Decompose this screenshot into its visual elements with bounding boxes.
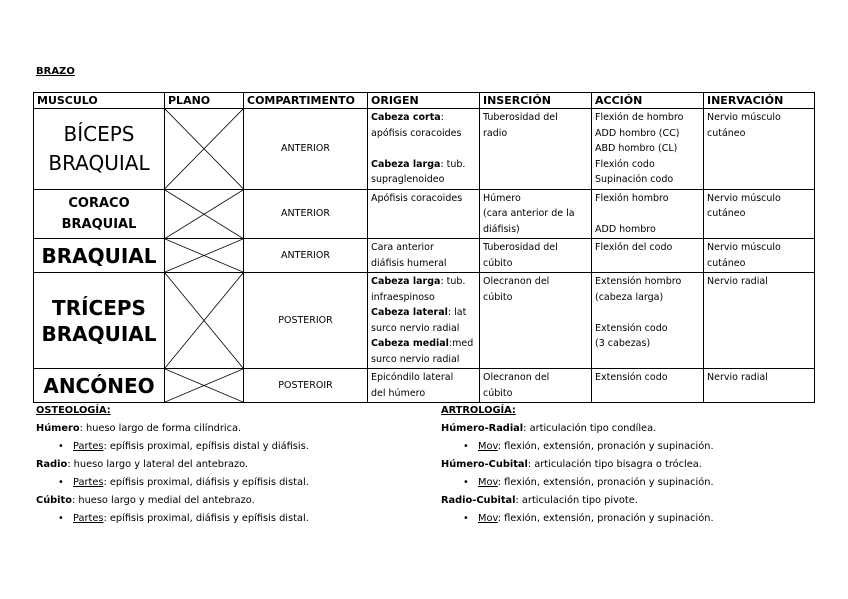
table-row bbox=[34, 239, 815, 273]
innervation-cell: Nervio radial bbox=[704, 369, 815, 403]
col-header-plano: PLANO bbox=[165, 93, 244, 109]
compartment-cell: POSTERIOR bbox=[244, 273, 368, 369]
compartment-cell: POSTEROIR bbox=[244, 369, 368, 403]
innervation-cell: Nervio músculo cutáneo bbox=[704, 239, 815, 273]
innervation-cell: Nervio músculo cutáneo bbox=[704, 109, 815, 190]
page-title: BRAZO bbox=[36, 66, 75, 77]
col-header-inervacion: INERVACIÓN bbox=[704, 93, 815, 109]
muscle-name-cell: BÍCEPS BRAQUIAL bbox=[34, 109, 165, 190]
list-item: Húmero-Radial: articulación tipo condílea. bbox=[441, 423, 657, 434]
origin-cell: Epicóndilo lateral del húmero bbox=[368, 369, 480, 403]
action-cell: Extensión codo bbox=[592, 369, 704, 403]
origin-cell: Apófisis coracoides bbox=[368, 189, 480, 239]
plano-cell-crossed bbox=[165, 273, 244, 369]
table-row bbox=[34, 273, 815, 369]
list-item: • Mov: flexión, extensión, pronación y supinación. bbox=[463, 477, 714, 488]
action-cell: Extensión hombro (cabeza larga) Extensión codo (3 cabezas) bbox=[592, 273, 704, 369]
list-item: Húmero: hueso largo de forma cilíndrica. bbox=[36, 423, 242, 434]
list-item: • Partes: epífisis proximal, diáfisis y epífisis distal. bbox=[58, 513, 309, 524]
list-item: • Partes: epífisis proximal, diáfisis y epífisis distal. bbox=[58, 477, 309, 488]
origin-cell: Cabeza corta: apófisis coracoides Cabeza larga: tub. supraglenoideo bbox=[368, 109, 480, 190]
origin-cell: Cabeza larga: tub. infraespinoso Cabeza lateral: lat surco nervio radial Cabeza medial:med surco nervio radial bbox=[368, 273, 480, 369]
list-item: Radio-Cubital: articulación tipo pivote. bbox=[441, 495, 638, 506]
col-header-musculo: MUSCULO bbox=[34, 93, 165, 109]
muscle-name-cell: TRÍCEPS BRAQUIAL bbox=[34, 273, 165, 369]
compartment-cell: ANTERIOR bbox=[244, 189, 368, 239]
list-item: • Mov: flexión, extensión, pronación y supinación. bbox=[463, 513, 714, 524]
action-cell: Flexión hombro ADD hombro bbox=[592, 189, 704, 239]
table-row bbox=[34, 369, 815, 403]
compartment-cell: ANTERIOR bbox=[244, 109, 368, 190]
arthrology-heading: ARTROLOGÍA: bbox=[441, 405, 516, 416]
list-item: Radio: hueso largo y lateral del antebrazo. bbox=[36, 459, 249, 470]
plano-cell-crossed bbox=[165, 109, 244, 190]
action-cell: Flexión del codo bbox=[592, 239, 704, 273]
insertion-cell: Olecranon del cúbito bbox=[480, 273, 592, 369]
plano-cell-crossed bbox=[165, 189, 244, 239]
muscle-name-cell: BRAQUIAL bbox=[34, 239, 165, 273]
insertion-cell: Tuberosidad del radio bbox=[480, 109, 592, 190]
plano-cell-crossed bbox=[165, 239, 244, 273]
action-cell: Flexión de hombro ADD hombro (CC) ABD hombro (CL) Flexión codo Supinación codo bbox=[592, 109, 704, 190]
col-header-origen: ORIGEN bbox=[368, 93, 480, 109]
col-header-accion: ACCIÓN bbox=[592, 93, 704, 109]
innervation-cell: Nervio radial bbox=[704, 273, 815, 369]
list-item: Cúbito: hueso largo y medial del antebrazo. bbox=[36, 495, 255, 506]
plano-cell-crossed bbox=[165, 369, 244, 403]
table-header-row bbox=[34, 93, 815, 109]
table-row bbox=[34, 109, 815, 190]
osteology-section bbox=[36, 402, 309, 528]
col-header-compartimento: COMPARTIMENTO bbox=[244, 93, 368, 109]
muscle-name-cell: ANCÓNEO bbox=[34, 369, 165, 403]
muscle-table bbox=[33, 92, 815, 403]
table-row bbox=[34, 189, 815, 239]
innervation-cell: Nervio músculo cutáneo bbox=[704, 189, 815, 239]
osteology-heading: OSTEOLOGÍA: bbox=[36, 405, 111, 416]
insertion-cell: Olecranon del cúbito bbox=[480, 369, 592, 403]
col-header-insercion: INSERCIÓN bbox=[480, 93, 592, 109]
arthrology-section bbox=[441, 402, 714, 528]
muscle-name-cell: CORACO BRAQUIAL bbox=[34, 189, 165, 239]
list-item: Húmero-Cubital: articulación tipo bisagra o tróclea. bbox=[441, 459, 702, 470]
compartment-cell: ANTERIOR bbox=[244, 239, 368, 273]
insertion-cell: Húmero (cara anterior de la diáfisis) bbox=[480, 189, 592, 239]
list-item: • Mov: flexión, extensión, pronación y supinación. bbox=[463, 441, 714, 452]
insertion-cell: Tuberosidad del cúbito bbox=[480, 239, 592, 273]
list-item: • Partes: epífisis proximal, epífisis distal y diáfisis. bbox=[58, 441, 309, 452]
origin-cell: Cara anterior diáfisis humeral bbox=[368, 239, 480, 273]
